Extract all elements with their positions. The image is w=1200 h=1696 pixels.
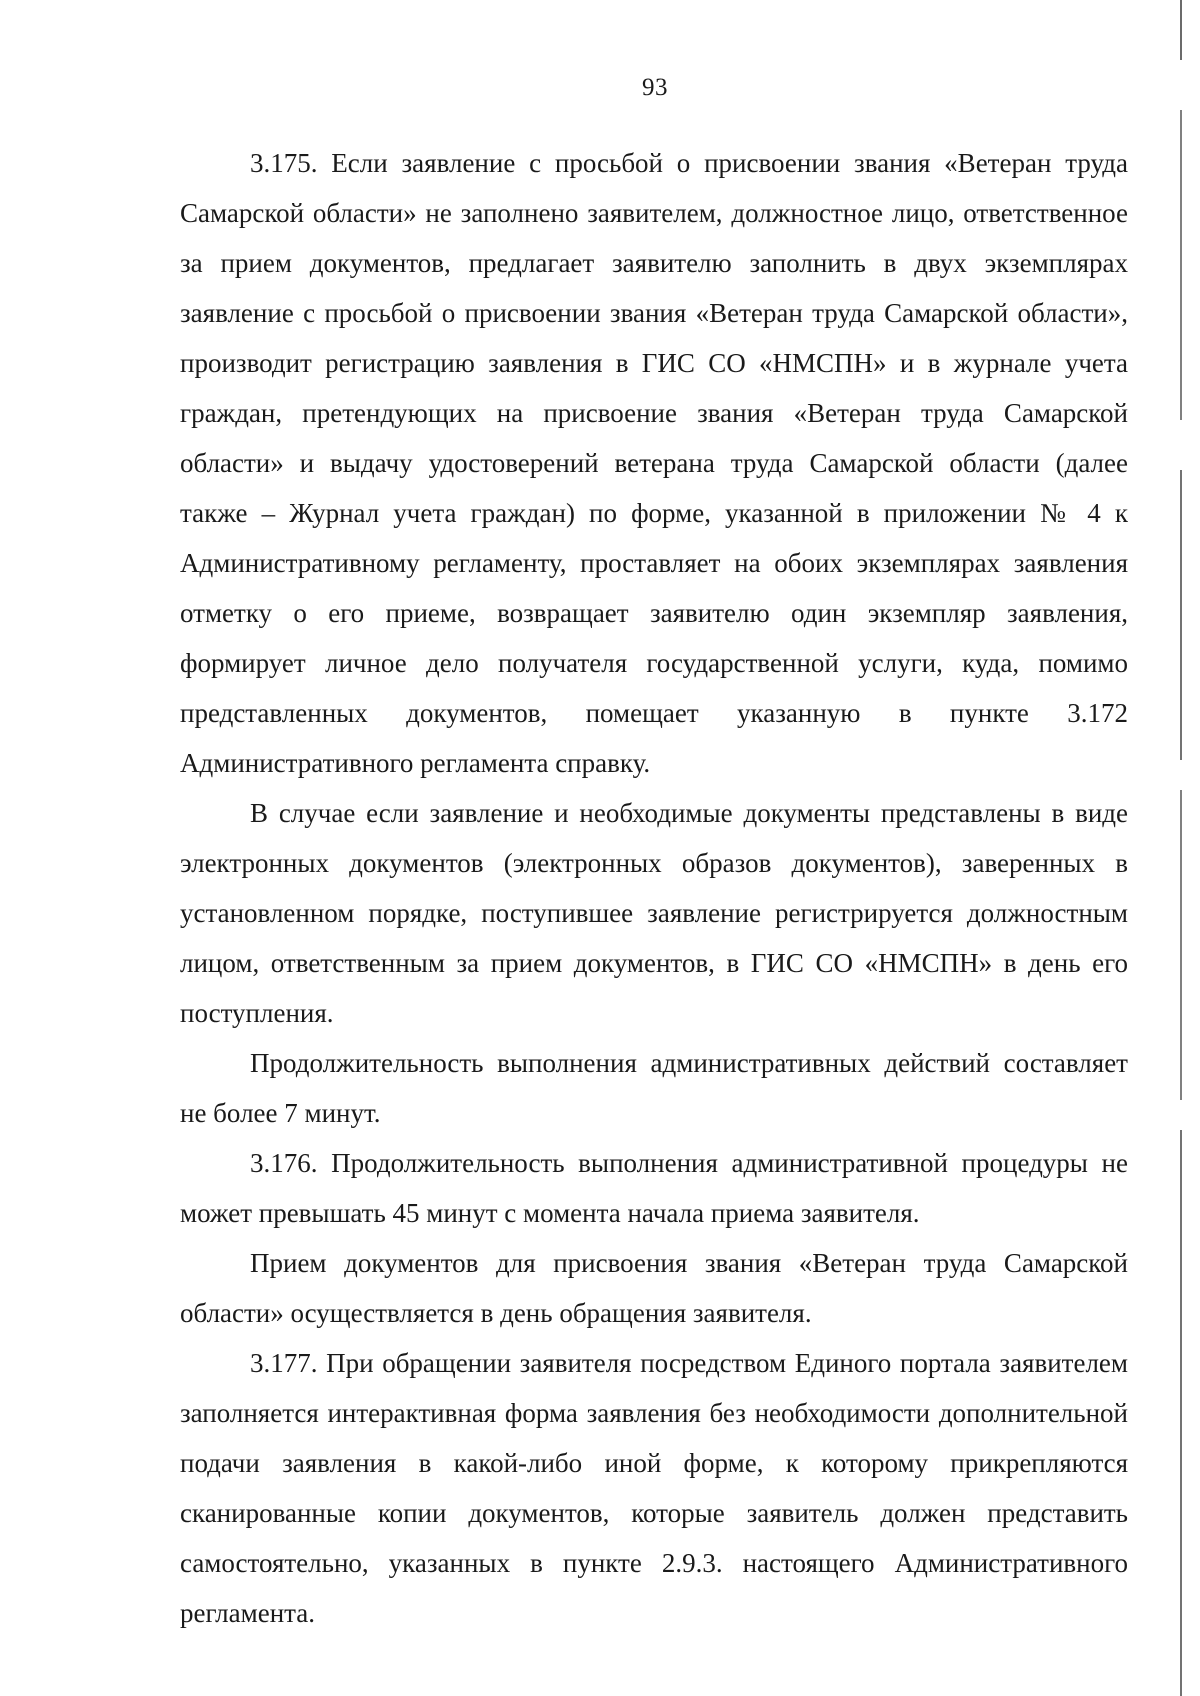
page-number: 93 (642, 74, 668, 101)
paragraph-duration-7-minutes: Продолжительность выполнения административных действий составляет не более 7 минут. (180, 1048, 1128, 1128)
paragraph-3-175: 3.175. Если заявление с просьбой о присвоении звания «Ветеран труда Самарской области» не заполнено заявителем, должностное лицо, ответственное за прием документов, предлагает заявителю заполнить в двух экземплярах заявление с просьбой о присвоении звания «Ветеран труда Самарской области», производит регистрацию заявления в ГИС СО «НМСПН» и в журнале учета граждан, претендующих на присвоение звания «Ветеран труда Самарской области» и выдачу удостоверений ветерана труда Самарской области (далее также – Журнал учета граждан) по форме, указанной в приложении № 4 к Административному регламенту, проставляет на обоих экземплярах заявления отметку о его приеме, возвращает заявителю один экземпляр заявления, формирует личное дело получателя государственной услуги, куда, помимо представленных документов, помещает указанную в пункте 3.172 Административного регламента справку. (180, 148, 1128, 778)
paragraph-3-176: 3.176. Продолжительность выполнения административной процедуры не может превышать 45 минут с момента начала приема заявителя. (180, 1148, 1128, 1228)
paragraph-electronic-documents: В случае если заявление и необходимые документы представлены в виде электронных документов (электронных образов документов), заверенных в установленном порядке, поступившее заявление регистрируется должностным лицом, ответственным за прием документов, в ГИС СО «НМСПН» в день его поступления. (180, 798, 1128, 1028)
paragraph-reception-day: Прием документов для присвоения звания «Ветеран труда Самарской области» осуществляется в день обращения заявителя. (180, 1248, 1128, 1328)
scan-edge-line (1180, 0, 1182, 1696)
document-body (180, 138, 1128, 1638)
paragraph-3-177: 3.177. При обращении заявителя посредством Единого портала заявителем заполняется интерактивная форма заявления без необходимости дополнительной подачи заявления в какой-либо иной форме, к которому прикрепляются сканированные копии документов, которые заявитель должен представить самостоятельно, указанных в пункте 2.9.3. настоящего Административного регламента. (180, 1348, 1128, 1628)
